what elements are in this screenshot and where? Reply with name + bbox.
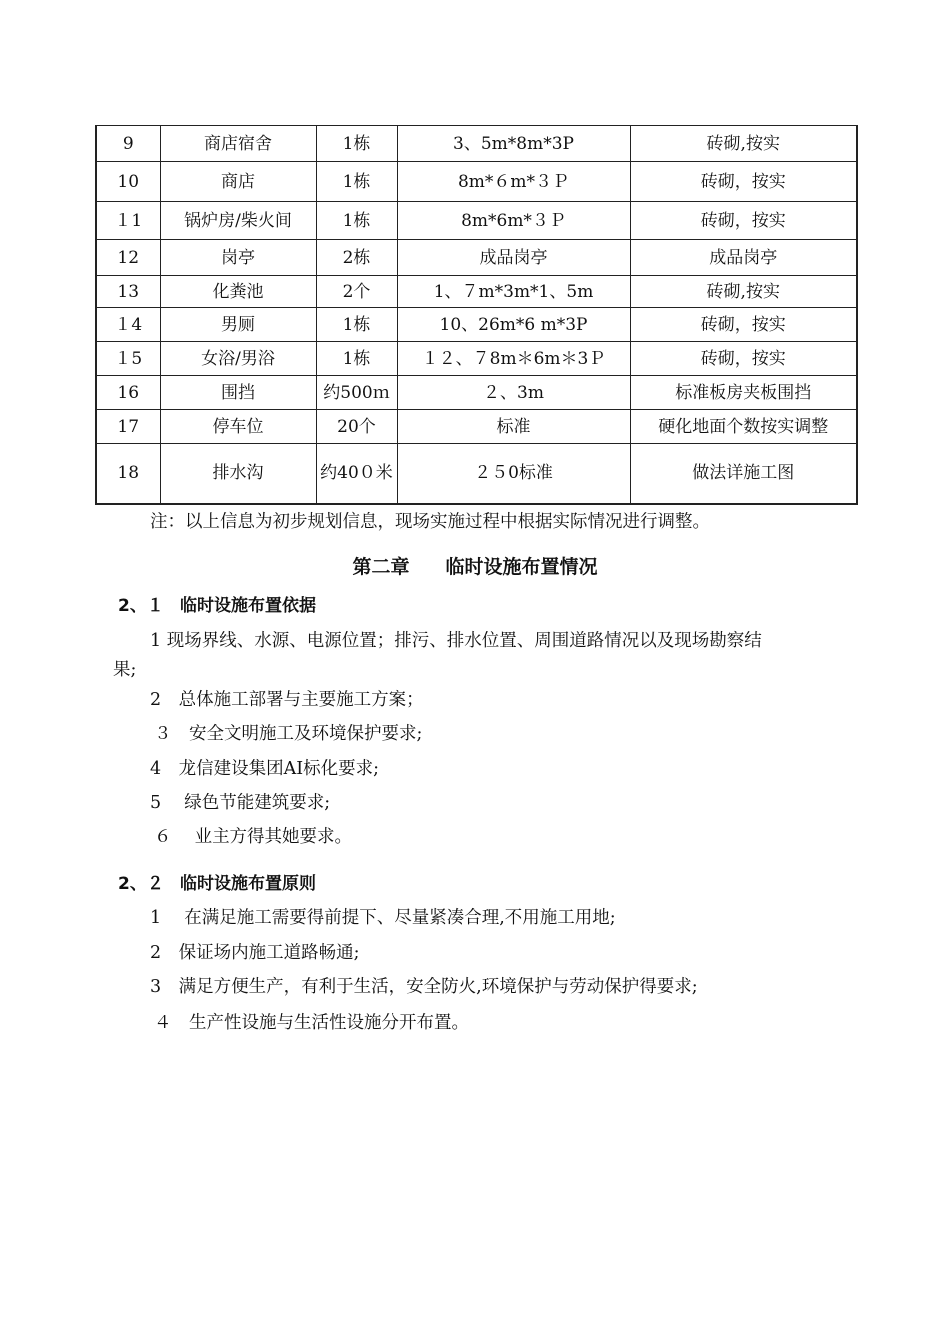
table-cell-no: 10 [96,162,160,202]
list-item: 果; [113,660,137,680]
list-item: 3 满足方便生产，有利于生活，安全防火,环境保护与劳动保护得要求; [150,977,698,997]
table-cell-qty: 20个 [316,410,397,444]
table-cell-spec: 成品岗亭 [397,240,630,276]
table-note: 注：以上信息为初步规划信息，现场实施过程中根据实际情况进行调整。 [150,512,710,532]
table-cell-spec: 3、5m*8m*3P [397,126,630,162]
table-row [96,202,857,240]
table-row [96,308,857,342]
chapter-title [0,552,950,579]
table-cell-no: 16 [96,376,160,410]
table-cell-qty: 1栋 [316,162,397,202]
section-heading-principles [118,869,316,894]
table-cell-qty: 2栋 [316,240,397,276]
table-cell-name: 化粪池 [160,276,316,308]
facility-table [95,125,858,505]
table-cell-spec: 10、26m*6 m*3P [397,308,630,342]
table-cell-spec: ２５0标准 [397,444,630,504]
section-number: 2、２ [118,874,164,894]
table-cell-name: 围挡 [160,376,316,410]
table-cell-spec: １２、７8m＊6m＊3Ｐ [397,342,630,376]
table-cell-spec: 标准 [397,410,630,444]
table-cell-qty: 1栋 [316,342,397,376]
table-row [96,410,857,444]
table-cell-no: 12 [96,240,160,276]
table-cell-note: 成品岗亭 [630,240,857,276]
list-item: 5 绿色节能建筑要求; [150,793,331,813]
table-cell-spec: 8m*６m*３Ｐ [397,162,630,202]
table-cell-note: 砖砌,按实 [630,126,857,162]
table-cell-no: 13 [96,276,160,308]
list-item: 4 龙信建设集团AI标化要求; [150,759,380,779]
list-item: 1 现场界线、水源、电源位置；排污、排水位置、周围道路情况以及现场勘察结 [150,631,762,651]
table-cell-qty: 1栋 [316,126,397,162]
table-row [96,444,857,504]
table-cell-no: 9 [96,126,160,162]
table-cell-name: 岗亭 [160,240,316,276]
table-cell-no: 17 [96,410,160,444]
table-cell-no: １5 [96,342,160,376]
table-cell-name: 停车位 [160,410,316,444]
table-cell-name: 商店 [160,162,316,202]
table-cell-qty: 1栋 [316,308,397,342]
section-heading-basis [118,591,316,616]
table-cell-note: 砖砌，按实 [630,202,857,240]
table-cell-qty: 2个 [316,276,397,308]
table-cell-qty: 约500ｍ [316,376,397,410]
list-item: ６ 业主方得其她要求。 [154,827,353,847]
list-item: 2 保证场内施工道路畅通; [150,943,360,963]
table-cell-name: 排水沟 [160,444,316,504]
table-row [96,240,857,276]
table-cell-note: 硬化地面个数按实调整 [630,410,857,444]
table-row [96,276,857,308]
list-item: 1 在满足施工需要得前提下、尽量紧凑合理,不用施工用地; [150,908,616,928]
chapter-title-text: 临时设施布置情况 [445,556,598,578]
table-cell-spec: 8m*6m*３Ｐ [397,202,630,240]
table-cell-qty: 约40０米 [316,444,397,504]
table-cell-no: １1 [96,202,160,240]
table-row [96,162,857,202]
table-row [96,342,857,376]
list-item: ３ 安全文明施工及环境保护要求; [154,724,423,744]
table-cell-spec: 1、７m*3m*1、5m [397,276,630,308]
section-number: 2、１ [118,596,164,616]
section-title: 临时设施布置依据 [180,596,316,616]
table-cell-no: 18 [96,444,160,504]
table-cell-name: 商店宿舍 [160,126,316,162]
table-cell-name: 女浴/男浴 [160,342,316,376]
table-cell-note: 砖砌，按实 [630,308,857,342]
table-row [96,126,857,162]
table-cell-note: 做法详施工图 [630,444,857,504]
table-cell-note: 标准板房夹板围挡 [630,376,857,410]
list-item: ４ 生产性设施与生活性设施分开布置。 [154,1013,469,1033]
table-cell-qty: 1栋 [316,202,397,240]
table-cell-note: 砖砌，按实 [630,162,857,202]
table-cell-note: 砖砌,按实 [630,276,857,308]
table-row [96,376,857,410]
list-item: 2 总体施工部署与主要施工方案； [150,690,424,710]
chapter-number: 第二章 [352,556,410,578]
table-cell-no: １4 [96,308,160,342]
table-cell-name: 男厕 [160,308,316,342]
table-cell-spec: ２、3m [397,376,630,410]
section-title: 临时设施布置原则 [180,874,316,894]
table-cell-note: 砖砌，按实 [630,342,857,376]
table-cell-name: 锅炉房/柴火间 [160,202,316,240]
